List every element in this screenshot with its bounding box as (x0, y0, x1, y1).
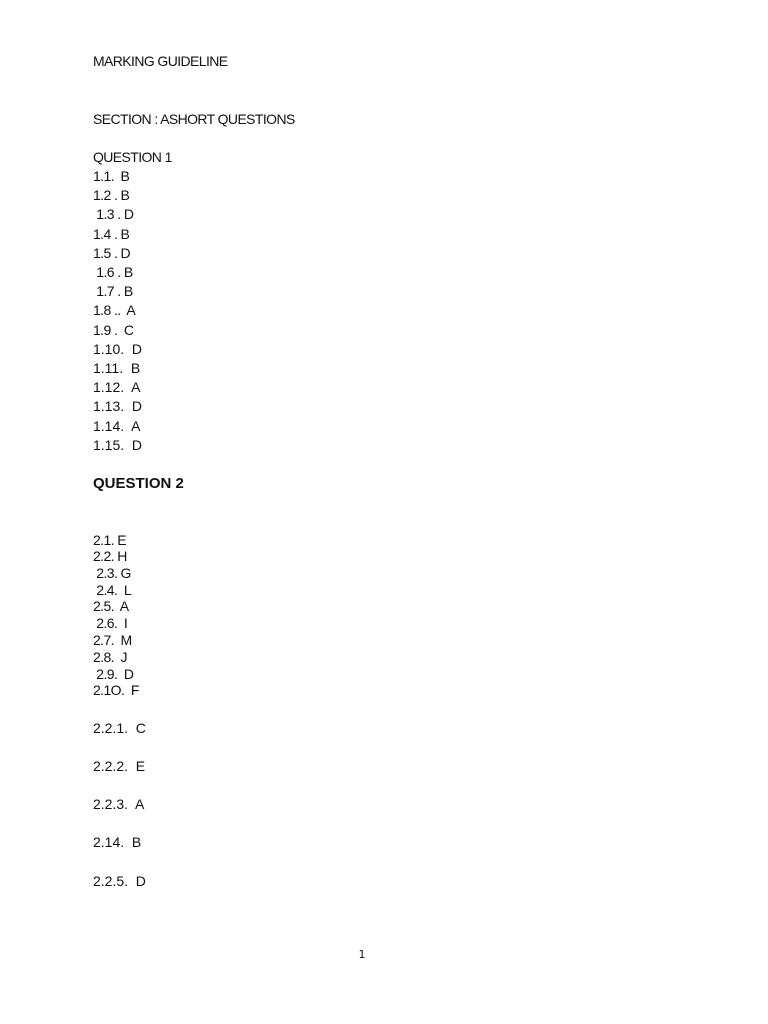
answer-1-9: 1.9 . C (93, 322, 134, 338)
answer-2-3: 2.3. G (93, 565, 131, 581)
answer-1-6: 1.6 . B (93, 264, 133, 280)
answer-2-8: 2.8. J (93, 649, 127, 665)
answer-1-14: 1.14. A (93, 418, 141, 434)
answer-1-8: 1.8 .. A (93, 302, 136, 318)
answer-2-4: 2.4. L (93, 582, 132, 598)
answer-2-6: 2.6. I (93, 615, 128, 631)
answer-1-3: 1.3 . D (93, 206, 134, 222)
answer-2-2-3: 2.2.3. A (93, 796, 145, 812)
answer-1-2: 1.2 . B (93, 187, 130, 203)
answer-2-2: 2.2. H (93, 548, 127, 564)
section-heading: SECTION : ASHORT QUESTIONS (93, 111, 295, 127)
answer-1-7: 1.7 . B (93, 283, 133, 299)
answer-1-13: 1.13. D (93, 398, 143, 414)
answer-2-9: 2.9. D (93, 666, 134, 682)
answer-2-2-5: 2.2.5. D (93, 873, 146, 889)
answer-2-1: 2.1. E (93, 532, 126, 548)
answer-2-10: 2.1O. F (93, 682, 139, 698)
answer-1-12: 1.12. A (93, 379, 141, 395)
question-1-heading: QUESTION 1 (93, 149, 172, 165)
answer-2-2-1: 2.2.1. C (93, 720, 146, 736)
answer-2-2-2: 2.2.2. E (93, 758, 146, 774)
answer-1-15: 1.15. D (93, 437, 143, 453)
answer-1-11: 1.11. B (93, 360, 141, 376)
answer-1-1: 1.1. B (93, 168, 130, 184)
answer-1-5: 1.5 . D (93, 245, 131, 261)
answer-2-7: 2.7. M (93, 632, 132, 648)
answer-2-5: 2.5. A (93, 598, 129, 614)
answer-1-10: 1.10. D (93, 341, 143, 357)
question-2-heading: QUESTION 2 (93, 475, 184, 492)
page-number: 1 (358, 948, 366, 961)
document-title: MARKING GUIDELINE (93, 53, 228, 69)
answer-2-2-4: 2.14. B (93, 834, 142, 850)
answer-1-4: 1.4 . B (93, 226, 130, 242)
